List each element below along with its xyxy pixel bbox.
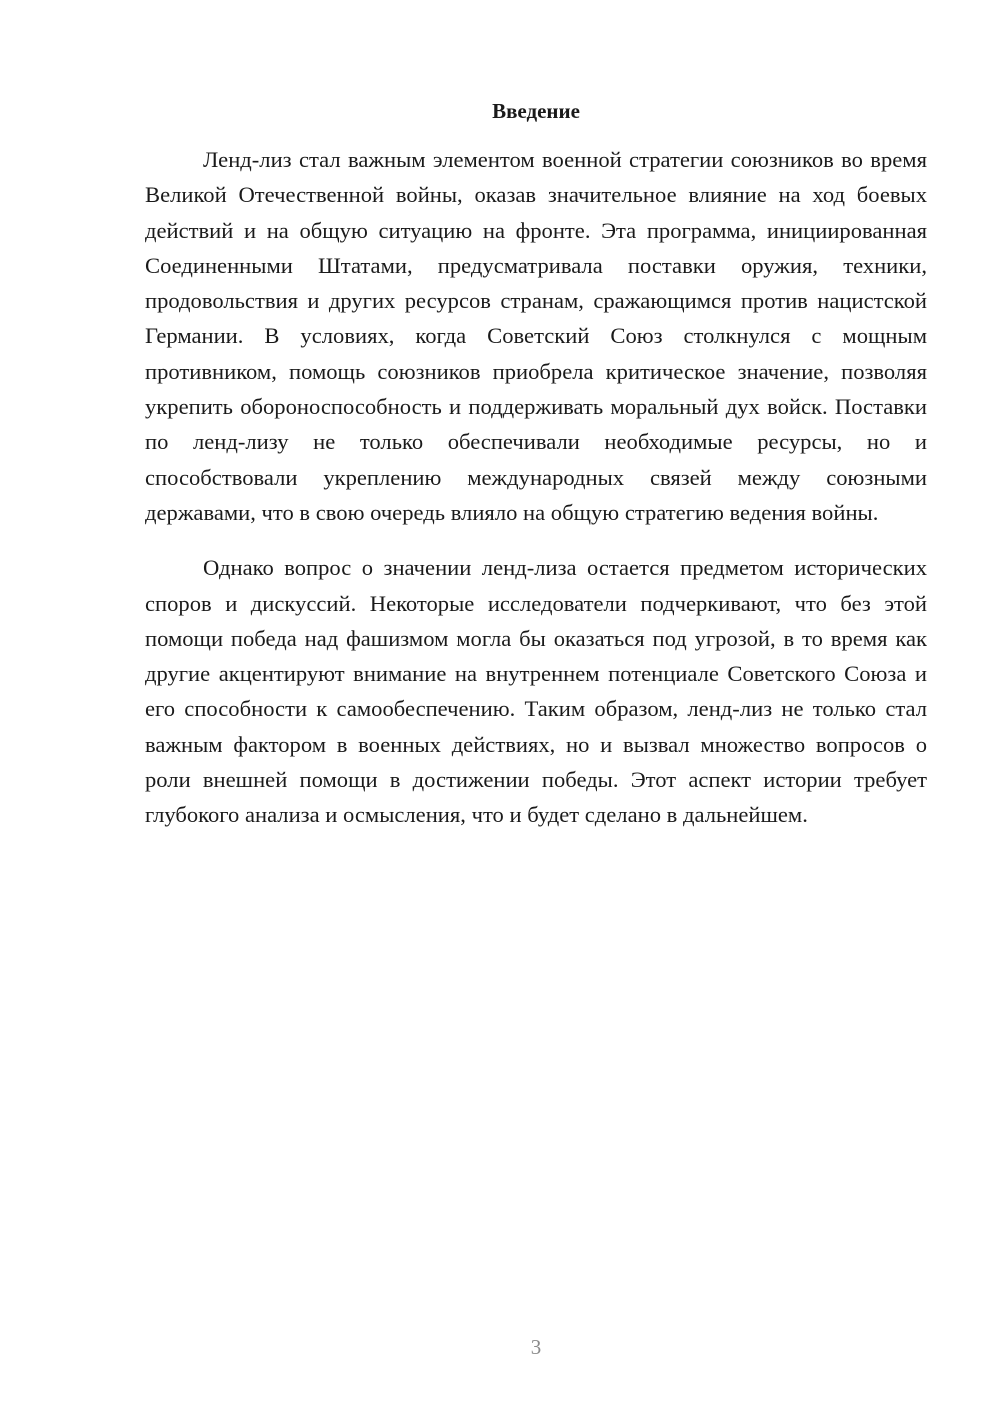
page-title: Введение (492, 99, 580, 123)
document-body (145, 142, 927, 833)
page-number: 3 (530, 1335, 542, 1359)
paragraph-1: Ленд-лиз стал важным элементом военной стратегии союзников во время Великой Отечественной войны, оказав значительное влияние на ход боевых действий и на общую ситуацию на фронте. Эта программа, инициированная Соединенными Штатами, предусматривала поставки оружия, техники, продовольствия и других ресурсов странам, сражающимся против нацистской Германии. В условиях, когда Советский Союз столкнулся с мощным противником, помощь союзников приобрела критическое значение, позволяя укрепить обороноспособность и поддерживать моральный дух войск. Поставки по ленд-лизу не только обеспечивали необходимые ресурсы, но и способствовали укреплению международных связей между союзными державами, что в свою очередь влияло на общую стратегию ведения войны. (145, 147, 927, 525)
paragraph-2: Однако вопрос о значении ленд-лиза остается предметом исторических споров и дискуссий. Некоторые исследователи подчеркивают, что без этой помощи победа над фашизмом могла бы оказаться под угрозой, в то время как другие акцентируют внимание на внутреннем потенциале Советского Союза и его способности к самообеспечению. Таким образом, ленд-лиз не только стал важным фактором в военных действиях, но и вызвал множество вопросов о роли внешней помощи в достижении победы. Этот аспект истории требует глубокого анализа и осмысления, что и будет сделано в дальнейшем. (145, 555, 927, 828)
